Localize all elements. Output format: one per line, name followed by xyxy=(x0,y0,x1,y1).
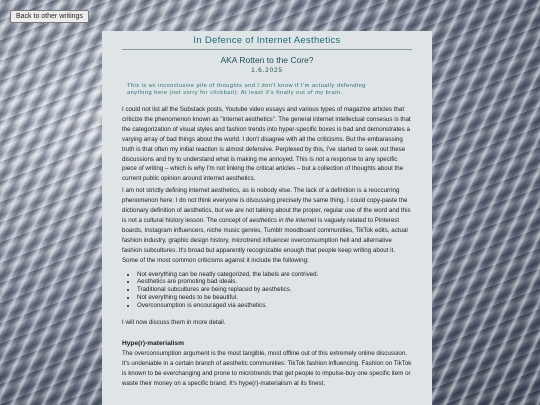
criticism-item: • Overconsumption is encouraged via aesthetics. xyxy=(137,302,412,310)
discuss-paragraph: I will now discuss them in more detail. xyxy=(122,319,226,327)
criticism-item: • Not everything needs to be beautiful. xyxy=(137,294,412,302)
criticism-item: • Not everything can be neatly categorized, the labels are contrived. xyxy=(137,271,412,279)
criticism-item: • Aesthetics are promoting bad ideals. xyxy=(137,278,412,286)
definition-paragraph xyxy=(122,186,412,265)
definition-emphasis: aesthetics in the internet xyxy=(249,216,317,224)
article-date: 1.6.2025 xyxy=(251,67,283,74)
article-panel xyxy=(102,31,432,405)
hyper-materialism-paragraph: The overconsumption argument is the most tangible, most offline out of this extremely online discussion. It's undeniable in a certain branch of aesthetic communities: TikTok fashion influencing. Fashion on TikTok is known to be everchanging and prone to microtrends that get people to impulse-buy one specific item or waste their money on a specific brand. It's hype(r)-materialism at its finest. xyxy=(122,349,412,387)
disclaimer-line-1: This is an inconclusive pile of thoughts and I don't know if I'm actually defending xyxy=(127,83,366,89)
page-title: In Defence of Internet Aesthetics xyxy=(122,35,412,50)
criticism-item: • Traditional subcultures are being replaced by aesthetics. xyxy=(137,286,412,294)
section-heading-hyper-materialism: Hype(r)-materialism xyxy=(122,339,184,347)
article-subtitle: AKA Rotten to the Core? xyxy=(220,55,314,65)
definition-text-part-2: is vaguely related to Pinterest boards, Instagram influencers, niche music genres, Tumblr moodboard communities, TikTok edits, actual fashion industry, graphic design history, microtrend influencer overconsumption hell and alternative fashion subcultures. It's broad but apparently recognizable enough that people keep writing about it. Some of the most common criticisms against it include the following: xyxy=(122,216,408,264)
article-disclaimer xyxy=(127,83,412,97)
intro-paragraph: I could not list all the Substack posts, Youtube video essays and various types of magazine articles that criticize the phenomenon known as "internet aesthetics". The general internet intellectual consesus is that the categorization of visual styles and fashion trends into hyper-specific boxes is bad and demonstrates a varying array of bad things about the world. I don't disagree with all the criticisms. But the embarassing truth is that often my initial reaction is almost defensive. Perplexed by this, I've started to seek out these discussions and try to understand what is making me annoyed. This is not a response to any specific piece of writing – which is why I'm not linking the critical articles – but a collection of thoughts about the current public opinion around internet aesthetics. xyxy=(122,106,411,183)
disclaimer-line-2: anything here (not sorry for clickbait). At least it's finally out of my brain. xyxy=(127,90,343,96)
criticism-list xyxy=(122,271,412,311)
back-to-writings-button[interactable]: Back to other writings xyxy=(10,10,89,23)
definition-text-part-1: I am not strictly defining internet aesthetics, as is nobody else. The lack of a definition is a reoccurring phenomenon here: I do not think everyone is discussing precisely the same thing. I could copy-paste the dictionary definition of aesthetics, but we are not talking about the proper, regular use of the word and this is not a cultural history lesson. The concept of xyxy=(122,187,411,224)
